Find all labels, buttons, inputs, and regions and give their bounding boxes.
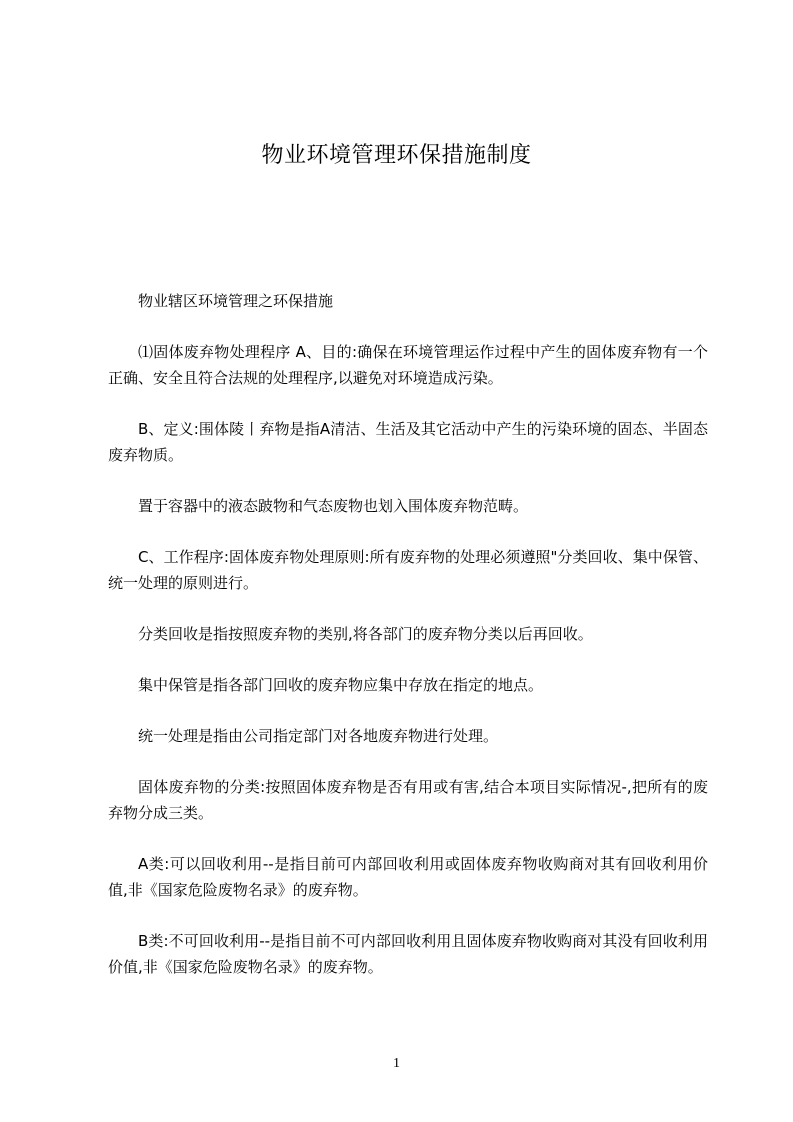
page-number: 1 <box>393 1056 400 1071</box>
paragraph: 置于容器中的液态跛物和气态废物也划入围体废弃物范畴。 <box>138 497 529 515</box>
paragraph: 统一处理是指由公司指定部门对各地废弃物进行处理。 <box>138 727 499 745</box>
paragraph: B类:不可回收利用--是指目前不可内部回收利用且固体废弃物收购商对其没有回收利用价值,非《国家危险废物名录》的废弃物。 <box>108 932 708 976</box>
paragraph: C、工作程序:固体废弃物处理原则:所有废弃物的处理必须遵照"分类回收、集中保管、统一处理的原则进行。 <box>108 548 708 592</box>
paragraph: 分类回收是指按照废弃物的类别,将各部门的废弃物分类以后再回收。 <box>138 625 593 643</box>
paragraph: A类:可以回收利用--是指目前可内部回收利用或固体废弃物收购商对其有回收利用价值,非《国家危险废物名录》的废弃物。 <box>108 855 708 899</box>
paragraph: B、定义:围体陵丨弃物是指A清洁、生活及其它活动中产生的污染环境的固态、半固态废弃物质。 <box>108 420 708 464</box>
document-body <box>108 288 708 1005</box>
document-title: 物业环境管理环保措施制度 <box>261 143 532 168</box>
paragraph: 固体废弃物的分类:按照固体废弃物是否有用或有害,结合本项目实际情况-,把所有的废弃物分成三类。 <box>108 778 708 822</box>
paragraph: 物业辖区环境管理之环保措施 <box>138 292 334 310</box>
paragraph: ⑴固体废弃物处理程序 A、目的:确保在环境管理运作过程中产生的固体废弃物有一个正确、安全且符合法规的处理程序,以避免对环境造成污染。 <box>108 343 708 387</box>
paragraph: 集中保管是指各部门回收的废弃物应集中存放在指定的地点。 <box>138 676 544 694</box>
